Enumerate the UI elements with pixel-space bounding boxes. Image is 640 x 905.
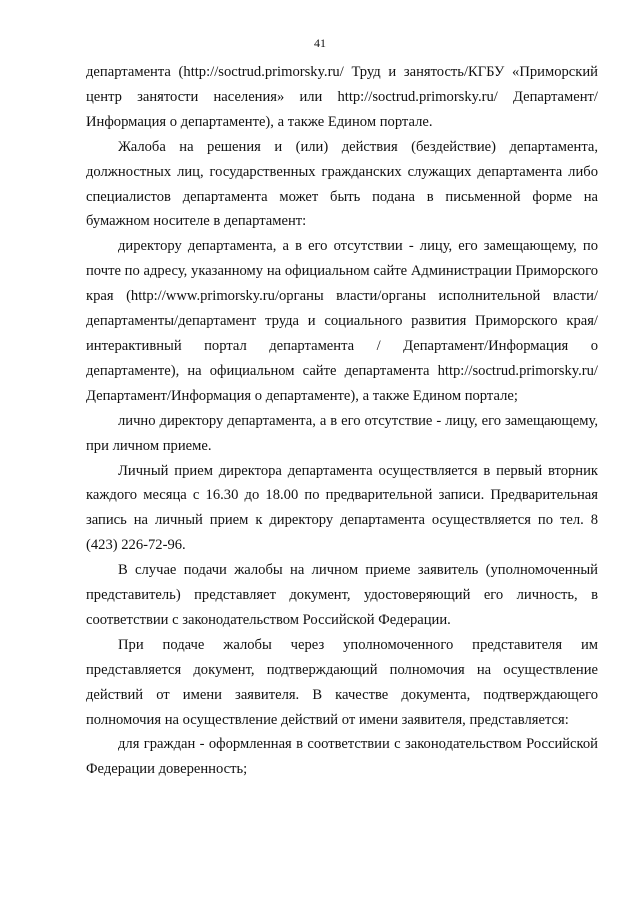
document-body	[86, 60, 598, 782]
page-number: 41	[314, 36, 326, 50]
paragraph: Личный прием директора департамента осуществляется в первый вторник каждого месяца с 16.30 до 18.00 по предварительной записи. Предварительная запись на личный прием к директору департамента осуществляется по тел. 8 (423) 226-72-96.	[86, 462, 598, 554]
paragraph: директору департамента, а в его отсутствии - лицу, его замещающему, по почте по адресу, указанному на официальном сайте Администрации Приморского края (http://www.primorsky.ru/органы власти/органы исполнительной власти/департаменты/департамент труда и социального развития Приморского края/интерактивный портал департамента / Департамент/Информация о департаменте), на официальном сайте департамента http://soctrud.primorsky.ru/ Департамент/Информация о департаменте), а также Едином портале;	[86, 238, 598, 404]
paragraph: При подаче жалобы через уполномоченного представителя им представляется документ, подтверждающий полномочия на осуществление действий от имени заявителя. В качестве документа, подтверждающего полномочия на осуществление действий от имени заявителя, представляется:	[86, 636, 598, 728]
paragraph: В случае подачи жалобы на личном приеме заявитель (уполномоченный представитель) представляет документ, удостоверяющий его личность, в соответствии с законодательством Российской Федерации.	[86, 562, 598, 628]
paragraph: для граждан - оформленная в соответствии с законодательством Российской Федерации доверенность;	[86, 736, 598, 778]
paragraph: Жалоба на решения и (или) действия (бездействие) департамента, должностных лиц, государственных гражданских служащих департамента либо специалистов департамента может быть подана в письменной форме на бумажном носителе в департамент:	[86, 138, 598, 230]
paragraph: лично директору департамента, а в его отсутствие - лицу, его замещающему, при личном приеме.	[86, 412, 598, 454]
paragraph: департамента (http://soctrud.primorsky.ru/ Труд и занятость/КГБУ «Приморский центр занятости населения» или http://soctrud.primorsky.ru/ Департамент/Информация о департаменте), а также Едином портале.	[86, 64, 598, 130]
